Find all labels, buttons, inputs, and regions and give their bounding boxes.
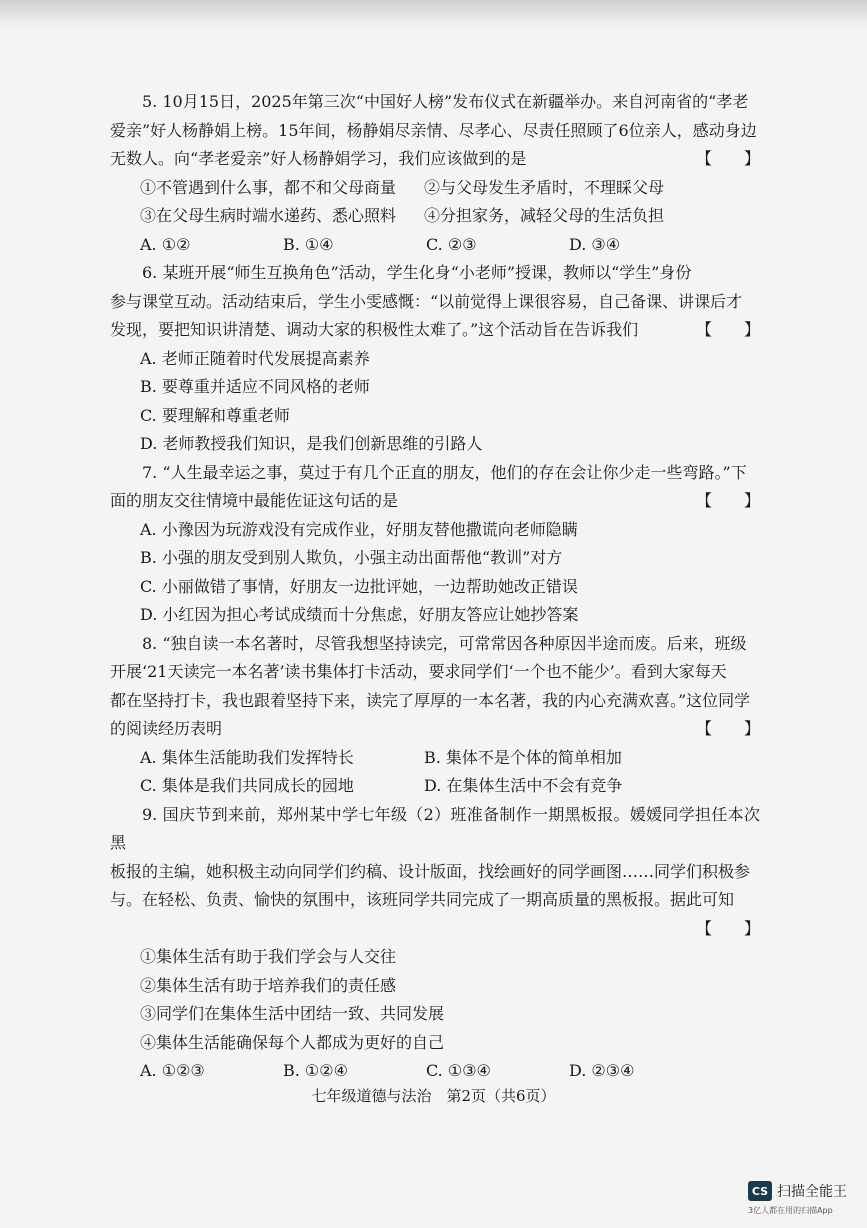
question-5-stem [110,88,760,174]
stem-text: 的阅读经历表明 [110,719,223,738]
option-d: D. 老师教授我们知识，是我们创新思维的引路人 [140,434,483,453]
option-a: A. ①② [140,234,191,254]
statement-1: ①集体生活有助于我们学会与人交往 [140,947,397,966]
stem-line: 爱亲”好人杨静娟上榜。15年间，杨静娟尽亲情、尽孝心、尽责任照顾了6位亲人，感动身边 [110,120,757,140]
question-6-stem [110,259,760,345]
options-row [110,1057,760,1086]
option-d: D. 小红因为担心考试成绩而十分焦虑，好朋友答应让她抄答案 [140,605,579,624]
statement-2: ②集体生活有助于培养我们的责任感 [140,975,397,995]
statement-4: ④分担家务，减轻父母的生活负担 [424,206,665,225]
stem-text: 发现，要把知识讲清楚、调动大家的积极性太难了。”这个活动旨在告诉我们 [110,320,639,339]
statement-1: ①不管遇到什么事，都不和父母商量 [140,177,397,197]
stem-line: 与。在轻松、负责、愉快的氛围中，该班同学共同完成了一期高质量的黑板报。据此可知 [110,890,735,909]
options-row [110,744,760,773]
options-row [110,772,760,801]
option-d: D. ③④ [569,234,621,254]
option-d: D. ②③④ [569,1061,635,1080]
question-8-stem [110,630,760,744]
stem-line: 开展‘21天读完一本名著’读书集体打卡活动，要求同学们‘一个也不能少’。看到大家每天 [110,662,727,681]
statement-4: ④集体生活能确保每个人都成为更好的自己 [140,1032,445,1052]
options-row [110,231,760,260]
exam-page [110,88,760,1086]
question-9-stem [110,801,760,944]
stem-line: 6. 某班开展“师生互换角色”活动，学生化身“小老师”授课，教师以“学生”身份 [142,263,692,282]
option-c: C. 小丽做错了事情，好朋友一边批评她，一边帮助她改正错误 [140,576,578,596]
option-c: C. ②③ [426,234,477,254]
stem-line [110,715,760,744]
question-5 [110,88,760,259]
option-b: B. 集体不是个体的简单相加 [424,747,622,767]
statement-row [110,202,760,231]
question-7-stem [110,459,760,516]
option-b: B. ①②④ [283,1061,348,1080]
statement-3: ③在父母生病时端水递药、悉心照料 [140,206,397,225]
option-a: A. 集体生活能助我们发挥特长 [140,747,354,767]
stem-text: 无数人。向“孝老爱亲”好人杨静娟学习，我们应该做到的是 [110,149,527,168]
stem-line [110,145,760,174]
question-8 [110,630,760,801]
option-b: B. ①④ [283,234,334,254]
answer-bracket: 【 】 [695,320,760,339]
answer-bracket: 【 】 [695,918,760,938]
stem-line: 7. “人生最幸运之事，莫过于有几个正直的朋友，他们的存在会让你少走一些弯路。”下 [142,462,747,482]
camscanner-logo-icon: CS [748,1181,772,1201]
question-9 [110,801,760,1086]
option-c: C. 集体是我们共同成长的园地 [140,776,354,795]
stem-line [110,487,760,516]
answer-bracket: 【 】 [695,149,760,168]
stem-line: 9. 国庆节到来前，郑州某中学七年级（2）班准备制作一期黑板报。媛媛同学担任本次黑 [110,804,760,852]
stem-line: 8. “独自读一本名著时，尽管我想坚持读完，可常常因各种原因半途而废。后来，班级 [142,633,747,653]
page-footer: 七年级道德与法治 第2页（共6页） [311,1087,556,1105]
option-b: B. 小强的朋友受到别人欺负，小强主动出面帮他“教训”对方 [140,548,563,567]
option-a: A. 小豫因为玩游戏没有完成作业，好朋友替他撒谎向老师隐瞒 [140,519,578,539]
stem-line: 参与课堂互动。活动结束后，学生小雯感慨：“以前觉得上课很容易，自己备课、讲课后才 [110,291,743,311]
option-a: A. ①②③ [140,1061,205,1080]
answer-bracket: 【 】 [695,491,760,510]
option-d: D. 在集体生活中不会有竞争 [424,776,623,795]
scan-top-edge [0,0,867,28]
scanner-watermark [748,1181,847,1201]
stem-line [110,316,760,345]
statement-row [110,174,760,203]
question-7 [110,459,760,630]
stem-text: 面的朋友交往情境中最能佐证这句话的是 [110,491,399,510]
answer-bracket: 【 】 [695,719,760,738]
watermark-name: 扫描全能王 [777,1184,847,1200]
stem-line: 板报的主编，她积极主动向同学们约稿、设计版面，找绘画好的同学画图……同学们积极参 [110,861,751,881]
statement-2: ②与父母发生矛盾时，不理睬父母 [424,177,665,197]
option-b: B. 要尊重并适应不同风格的老师 [140,377,370,396]
watermark-tagline: 3亿人都在用的扫描App [748,1206,833,1215]
stem-line: 都在坚持打卡，我也跟着坚持下来，读完了厚厚的一本名著，我的内心充满欢喜。”这位同学 [110,690,751,710]
stem-line: 5. 10月15日，2025年第三次“中国好人榜”发布仪式在新疆举办。来自河南省的“孝老 [142,92,749,111]
option-c: C. 要理解和尊重老师 [140,405,290,425]
option-a: A. 老师正随着时代发展提高素养 [140,348,370,368]
question-6 [110,259,760,459]
bracket-line [110,915,760,944]
statement-3: ③同学们在集体生活中团结一致、共同发展 [140,1004,445,1023]
option-c: C. ①③④ [426,1061,491,1080]
